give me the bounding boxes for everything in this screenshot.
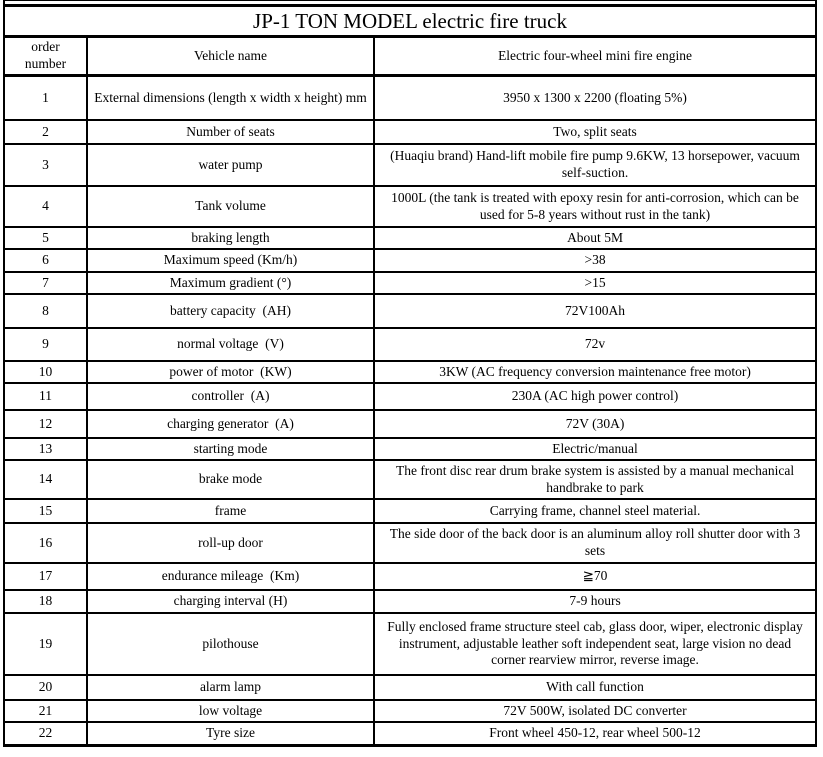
order-number-cell: 2	[4, 120, 87, 144]
value-cell: With call function	[374, 675, 816, 700]
value-cell: 3KW (AC frequency conversion maintenance free motor)	[374, 361, 816, 383]
order-number-cell: 21	[4, 700, 87, 722]
order-number-cell: 7	[4, 272, 87, 294]
order-number-cell: 19	[4, 613, 87, 675]
order-number-cell: 17	[4, 563, 87, 590]
value-cell: Two, split seats	[374, 120, 816, 144]
value-cell: 72V (30A)	[374, 410, 816, 438]
vehicle-name-cell: water pump	[87, 144, 374, 186]
spec-row-6	[4, 249, 816, 272]
spec-row-9	[4, 328, 816, 361]
spec-table	[3, 0, 817, 747]
spec-row-19	[4, 613, 816, 675]
order-number-cell: 18	[4, 590, 87, 613]
vehicle-name-cell: starting mode	[87, 438, 374, 460]
spec-row-5	[4, 227, 816, 249]
order-number-cell: 10	[4, 361, 87, 383]
spec-row-16	[4, 523, 816, 563]
spec-row-1	[4, 76, 816, 121]
spec-row-18	[4, 590, 816, 613]
order-number-cell: 6	[4, 249, 87, 272]
order-number-cell: 12	[4, 410, 87, 438]
value-cell: 72v	[374, 328, 816, 361]
vehicle-name-cell: External dimensions (length x width x height) mm	[87, 76, 374, 121]
value-cell: The side door of the back door is an aluminum alloy roll shutter door with 3 sets	[374, 523, 816, 563]
order-number-cell: 5	[4, 227, 87, 249]
value-cell: Carrying frame, channel steel material.	[374, 499, 816, 523]
order-number-cell: 1	[4, 76, 87, 121]
value-cell: Fully enclosed frame structure steel cab, glass door, wiper, electronic display instrument, adjustable leather soft independent seat, large vision no dead corner rearview mirror, reverse image.	[374, 613, 816, 675]
spec-row-14	[4, 460, 816, 499]
vehicle-name-cell: normal voltage (V)	[87, 328, 374, 361]
spec-row-3	[4, 144, 816, 186]
vehicle-name-cell: battery capacity (AH)	[87, 294, 374, 328]
order-number-cell: 4	[4, 186, 87, 227]
spec-row-13	[4, 438, 816, 460]
order-number-cell: 9	[4, 328, 87, 361]
order-number-cell: 20	[4, 675, 87, 700]
order-number-cell: 16	[4, 523, 87, 563]
spec-row-2	[4, 120, 816, 144]
value-cell: About 5M	[374, 227, 816, 249]
vehicle-name-cell: Maximum gradient (°)	[87, 272, 374, 294]
spec-row-4	[4, 186, 816, 227]
spec-row-15	[4, 499, 816, 523]
spec-row-7	[4, 272, 816, 294]
header-row	[4, 37, 816, 76]
vehicle-name-cell: brake mode	[87, 460, 374, 499]
vehicle-name-cell: Number of seats	[87, 120, 374, 144]
value-cell: 72V 500W, isolated DC converter	[374, 700, 816, 722]
vehicle-name-cell: braking length	[87, 227, 374, 249]
value-cell: Front wheel 450-12, rear wheel 500-12	[374, 722, 816, 746]
column-header-vehicle-name: Vehicle name	[87, 37, 374, 76]
spec-row-20	[4, 675, 816, 700]
vehicle-name-cell: low voltage	[87, 700, 374, 722]
spec-row-8	[4, 294, 816, 328]
spec-row-10	[4, 361, 816, 383]
vehicle-name-cell: Tyre size	[87, 722, 374, 746]
value-cell: 72V100Ah	[374, 294, 816, 328]
vehicle-name-cell: frame	[87, 499, 374, 523]
order-number-cell: 22	[4, 722, 87, 746]
vehicle-name-cell: controller (A)	[87, 383, 374, 410]
vehicle-name-cell: charging interval (H)	[87, 590, 374, 613]
vehicle-name-cell: endurance mileage (Km)	[87, 563, 374, 590]
vehicle-name-cell: roll-up door	[87, 523, 374, 563]
spec-row-21	[4, 700, 816, 722]
order-number-cell: 15	[4, 499, 87, 523]
value-cell: (Huaqiu brand) Hand-lift mobile fire pump 9.6KW, 13 horsepower, vacuum self-suction.	[374, 144, 816, 186]
vehicle-name-cell: Tank volume	[87, 186, 374, 227]
spec-row-12	[4, 410, 816, 438]
vehicle-name-cell: power of motor (KW)	[87, 361, 374, 383]
value-cell: Electric/manual	[374, 438, 816, 460]
order-number-cell: 3	[4, 144, 87, 186]
value-cell: >38	[374, 249, 816, 272]
vehicle-name-cell: pilothouse	[87, 613, 374, 675]
value-cell: ≧70	[374, 563, 816, 590]
value-cell: 230A (AC high power control)	[374, 383, 816, 410]
vehicle-name-cell: Maximum speed (Km/h)	[87, 249, 374, 272]
value-cell: >15	[374, 272, 816, 294]
spec-row-17	[4, 563, 816, 590]
column-header-order-number: order number	[4, 37, 87, 76]
value-cell: 3950 x 1300 x 2200 (floating 5%)	[374, 76, 816, 121]
spec-row-11	[4, 383, 816, 410]
spec-row-22	[4, 722, 816, 746]
order-number-cell: 11	[4, 383, 87, 410]
value-cell: 1000L (the tank is treated with epoxy resin for anti-corrosion, which can be used for 5-8 years without rust in the tank)	[374, 186, 816, 227]
vehicle-name-cell: alarm lamp	[87, 675, 374, 700]
order-number-cell: 14	[4, 460, 87, 499]
table-title: JP-1 TON MODEL electric fire truck	[4, 6, 816, 37]
vehicle-name-cell: charging generator (A)	[87, 410, 374, 438]
column-header-engine-type: Electric four-wheel mini fire engine	[374, 37, 816, 76]
value-cell: The front disc rear drum brake system is assisted by a manual mechanical handbrake to park	[374, 460, 816, 499]
order-number-cell: 8	[4, 294, 87, 328]
value-cell: 7-9 hours	[374, 590, 816, 613]
title-row	[4, 6, 816, 37]
order-number-cell: 13	[4, 438, 87, 460]
